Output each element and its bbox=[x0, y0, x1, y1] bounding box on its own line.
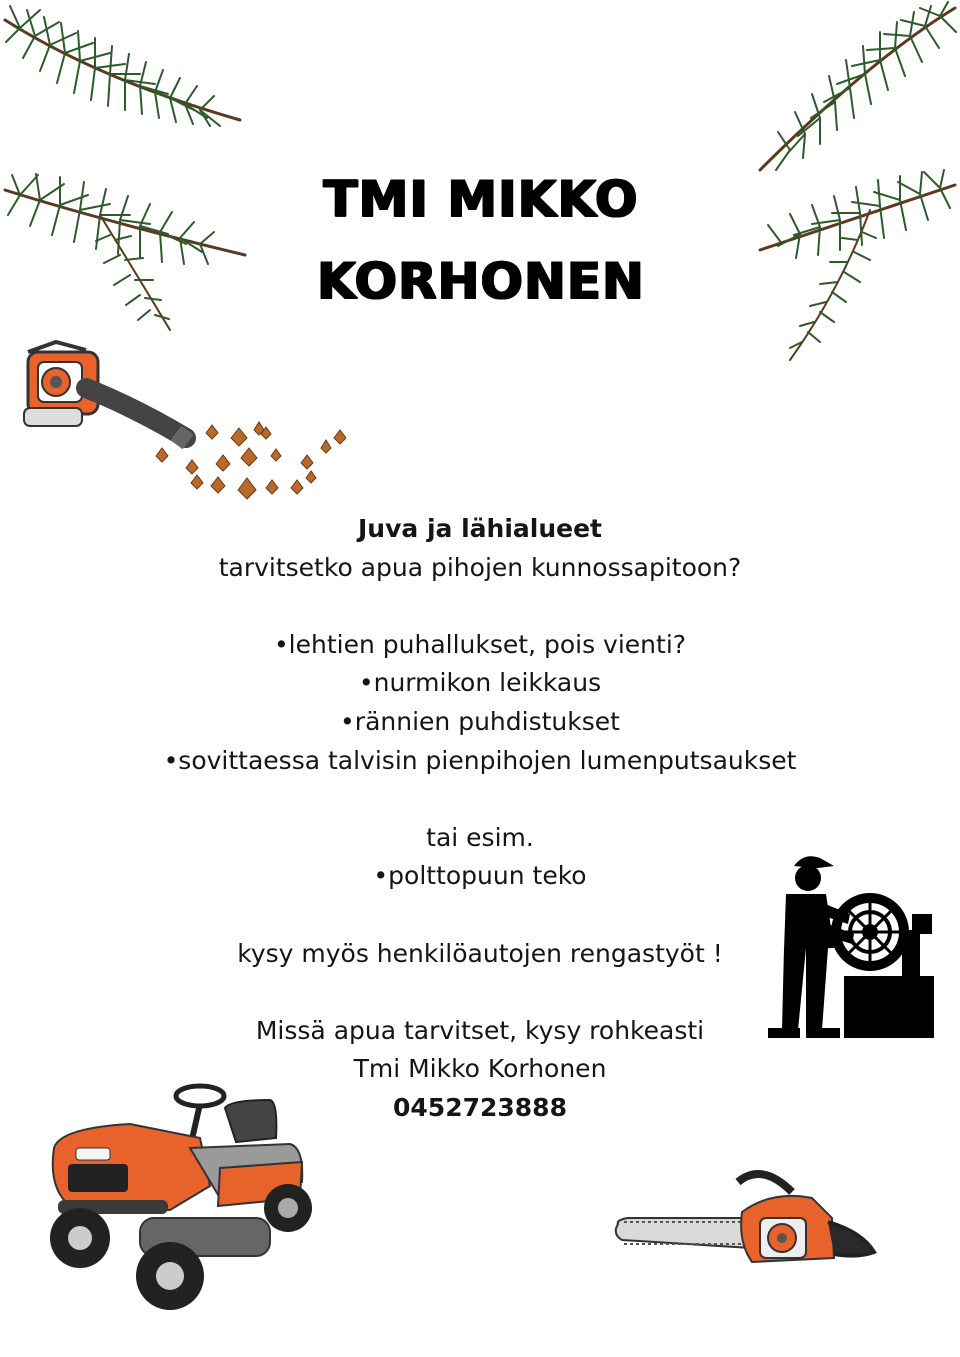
service-item-1: •lehtien puhallukset, pois vienti? bbox=[273, 629, 687, 659]
spacer bbox=[40, 780, 920, 819]
title-line-2: KORHONEN bbox=[316, 252, 644, 310]
title-line-1: TMI MIKKO bbox=[322, 170, 638, 228]
spacer bbox=[40, 587, 920, 626]
alt-heading: tai esim. bbox=[426, 822, 534, 852]
service-item-2: •nurmikon leikkaus bbox=[358, 668, 602, 698]
chainsaw-icon bbox=[612, 1162, 882, 1282]
service-item-4: •sovittaessa talvisin pienpihojen lumenputsaukset bbox=[163, 745, 797, 775]
company-name: Tmi Mikko Korhonen bbox=[353, 1054, 607, 1084]
question-text: tarvitsetko apua pihojen kunnossapitoon? bbox=[218, 552, 742, 582]
page-title bbox=[0, 158, 960, 322]
service-item-3: •rännien puhdistukset bbox=[340, 706, 620, 736]
tire-worker-icon bbox=[762, 852, 937, 1042]
leaf-blower-icon bbox=[16, 338, 346, 513]
area-heading: Juva ja lähialueet bbox=[357, 514, 603, 543]
closing-text: Missä apua tarvitset, kysy rohkeasti bbox=[255, 1015, 705, 1045]
lawn-tractor-icon bbox=[40, 1078, 330, 1313]
tires-text: kysy myös henkilöautojen rengastyöt ! bbox=[237, 938, 723, 968]
alt-service-item: •polttopuun teko bbox=[373, 861, 587, 891]
phone-number: 0452723888 bbox=[393, 1092, 567, 1122]
